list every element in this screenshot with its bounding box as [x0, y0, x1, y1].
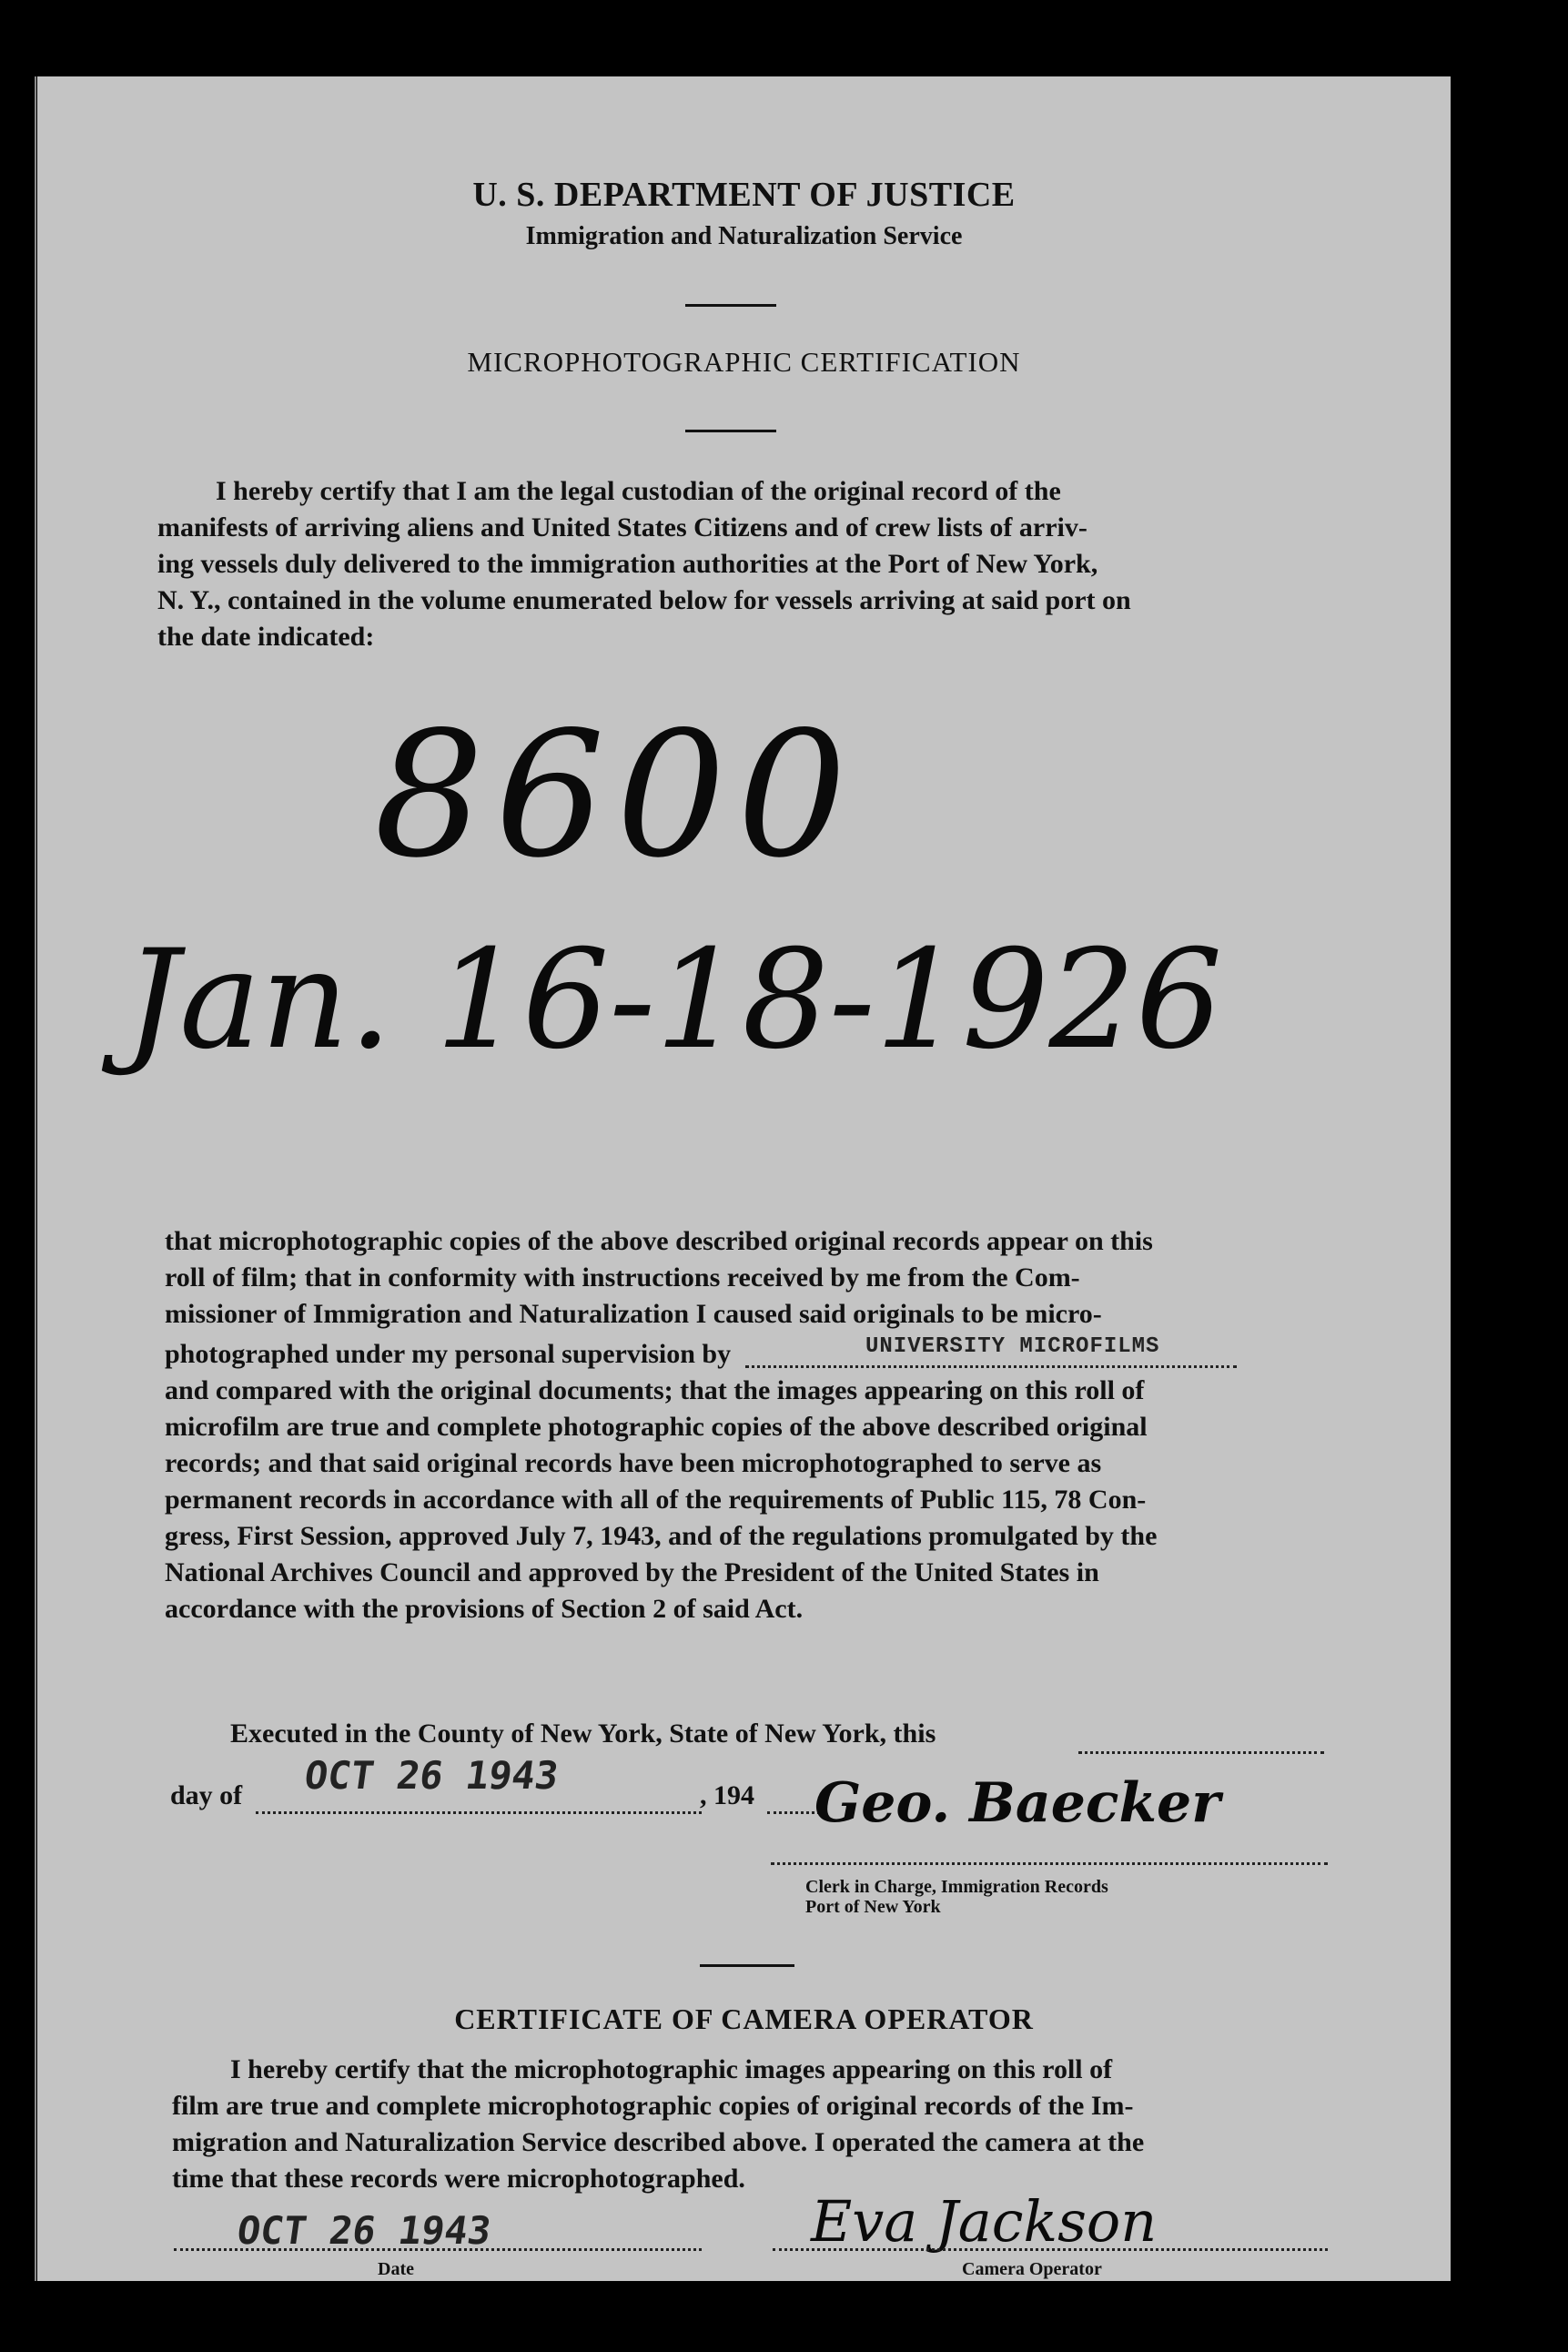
camera-line: film are true and complete microphotographic copies of original records of the Im- [172, 2091, 1134, 2121]
body-line: microfilm are true and complete photographic copies of the above described original [165, 1412, 1148, 1442]
camera-line: migration and Naturalization Service described above. I operated the camera at the [172, 2127, 1145, 2157]
intro-paragraph [157, 473, 1326, 655]
intro-line: I hereby certify that I am the legal custodian of the original record of the [216, 476, 1061, 506]
handwritten-volume: 8600 [374, 694, 858, 896]
body-paragraph [165, 1223, 1326, 1627]
film-edge [35, 76, 36, 2281]
clerk-title [805, 1877, 1108, 1917]
body-line: permanent records in accordance with all of the requirements of Public 115, 78 Con- [165, 1485, 1147, 1515]
date-label: Date [378, 2259, 414, 2279]
operator-label: Camera Operator [962, 2259, 1102, 2279]
supervisor-dotted-line [745, 1365, 1237, 1368]
divider [685, 430, 776, 432]
supervisor-typed: UNIVERSITY MICROFILMS [865, 1334, 1160, 1359]
executed-line: Executed in the County of New York, State of New York, this [230, 1718, 936, 1749]
body-line: National Archives Council and approved by the President of the United States in [165, 1557, 1099, 1587]
camera-line: I hereby certify that the microphotographic images appearing on this roll of [230, 2054, 1113, 2084]
camera-certificate-title: CERTIFICATE OF CAMERA OPERATOR [454, 2002, 1034, 2035]
year-label: , 194 [700, 1780, 754, 1810]
day-dotted-line [256, 1811, 702, 1814]
camera-date-dotted-line [174, 2248, 702, 2251]
certification-title: MICROPHOTOGRAPHIC CERTIFICATION [467, 346, 1021, 378]
intro-line: ing vessels duly delivered to the immigration authorities at the Port of New York, [157, 549, 1098, 579]
year-dotted-line [767, 1811, 820, 1814]
body-line: and compared with the original documents; that the images appearing on this roll of [165, 1375, 1145, 1405]
signature-dotted-line [771, 1862, 1328, 1865]
day-of-label: day of [170, 1780, 243, 1810]
department-title: U. S. DEPARTMENT OF JUSTICE [472, 176, 1016, 214]
intro-line: N. Y., contained in the volume enumerated below for vessels arriving at said port on [157, 585, 1131, 615]
body-line: that microphotographic copies of the above described original records appear on this [165, 1226, 1153, 1256]
body-line: roll of film; that in conformity with instructions received by me from the Com- [165, 1262, 1080, 1293]
body-line: accordance with the provisions of Section 2 of said Act. [165, 1594, 804, 1624]
divider [700, 1964, 794, 1967]
clerk-title-line: Port of New York [805, 1897, 941, 1917]
body-line: missioner of Immigration and Naturalization I caused said originals to be micro- [165, 1299, 1102, 1329]
date-stamp: OCT 26 1943 [301, 1753, 561, 1798]
clerk-signature: Geo. Baecker [814, 1771, 1220, 1835]
operator-signature: Eva Jackson [811, 2188, 1158, 2255]
intro-line: manifests of arriving aliens and United States Citizens and of crew lists of arriv- [157, 512, 1087, 542]
intro-line: the date indicated: [157, 622, 375, 652]
clerk-title-line: Clerk in Charge, Immigration Records [805, 1877, 1108, 1897]
camera-line: time that these records were microphotographed. [172, 2164, 745, 2194]
divider [685, 304, 776, 307]
camera-paragraph [172, 2052, 1326, 2197]
operator-dotted-line [773, 2248, 1328, 2251]
handwritten-dates: Jan. 16-18-1926 [125, 921, 1223, 1080]
certificate-sheet [37, 76, 1451, 2281]
service-subtitle: Immigration and Naturalization Service [525, 222, 963, 250]
supervision-prefix: photographed under my personal supervision by [165, 1339, 732, 1369]
body-line: records; and that said original records have been microphotographed to serve as [165, 1448, 1102, 1478]
executed-dotted-line [1078, 1751, 1324, 1754]
body-line: gress, First Session, approved July 7, 1943, and of the regulations promulgated by the [165, 1521, 1158, 1551]
camera-date-stamp: OCT 26 1943 [234, 2208, 494, 2253]
